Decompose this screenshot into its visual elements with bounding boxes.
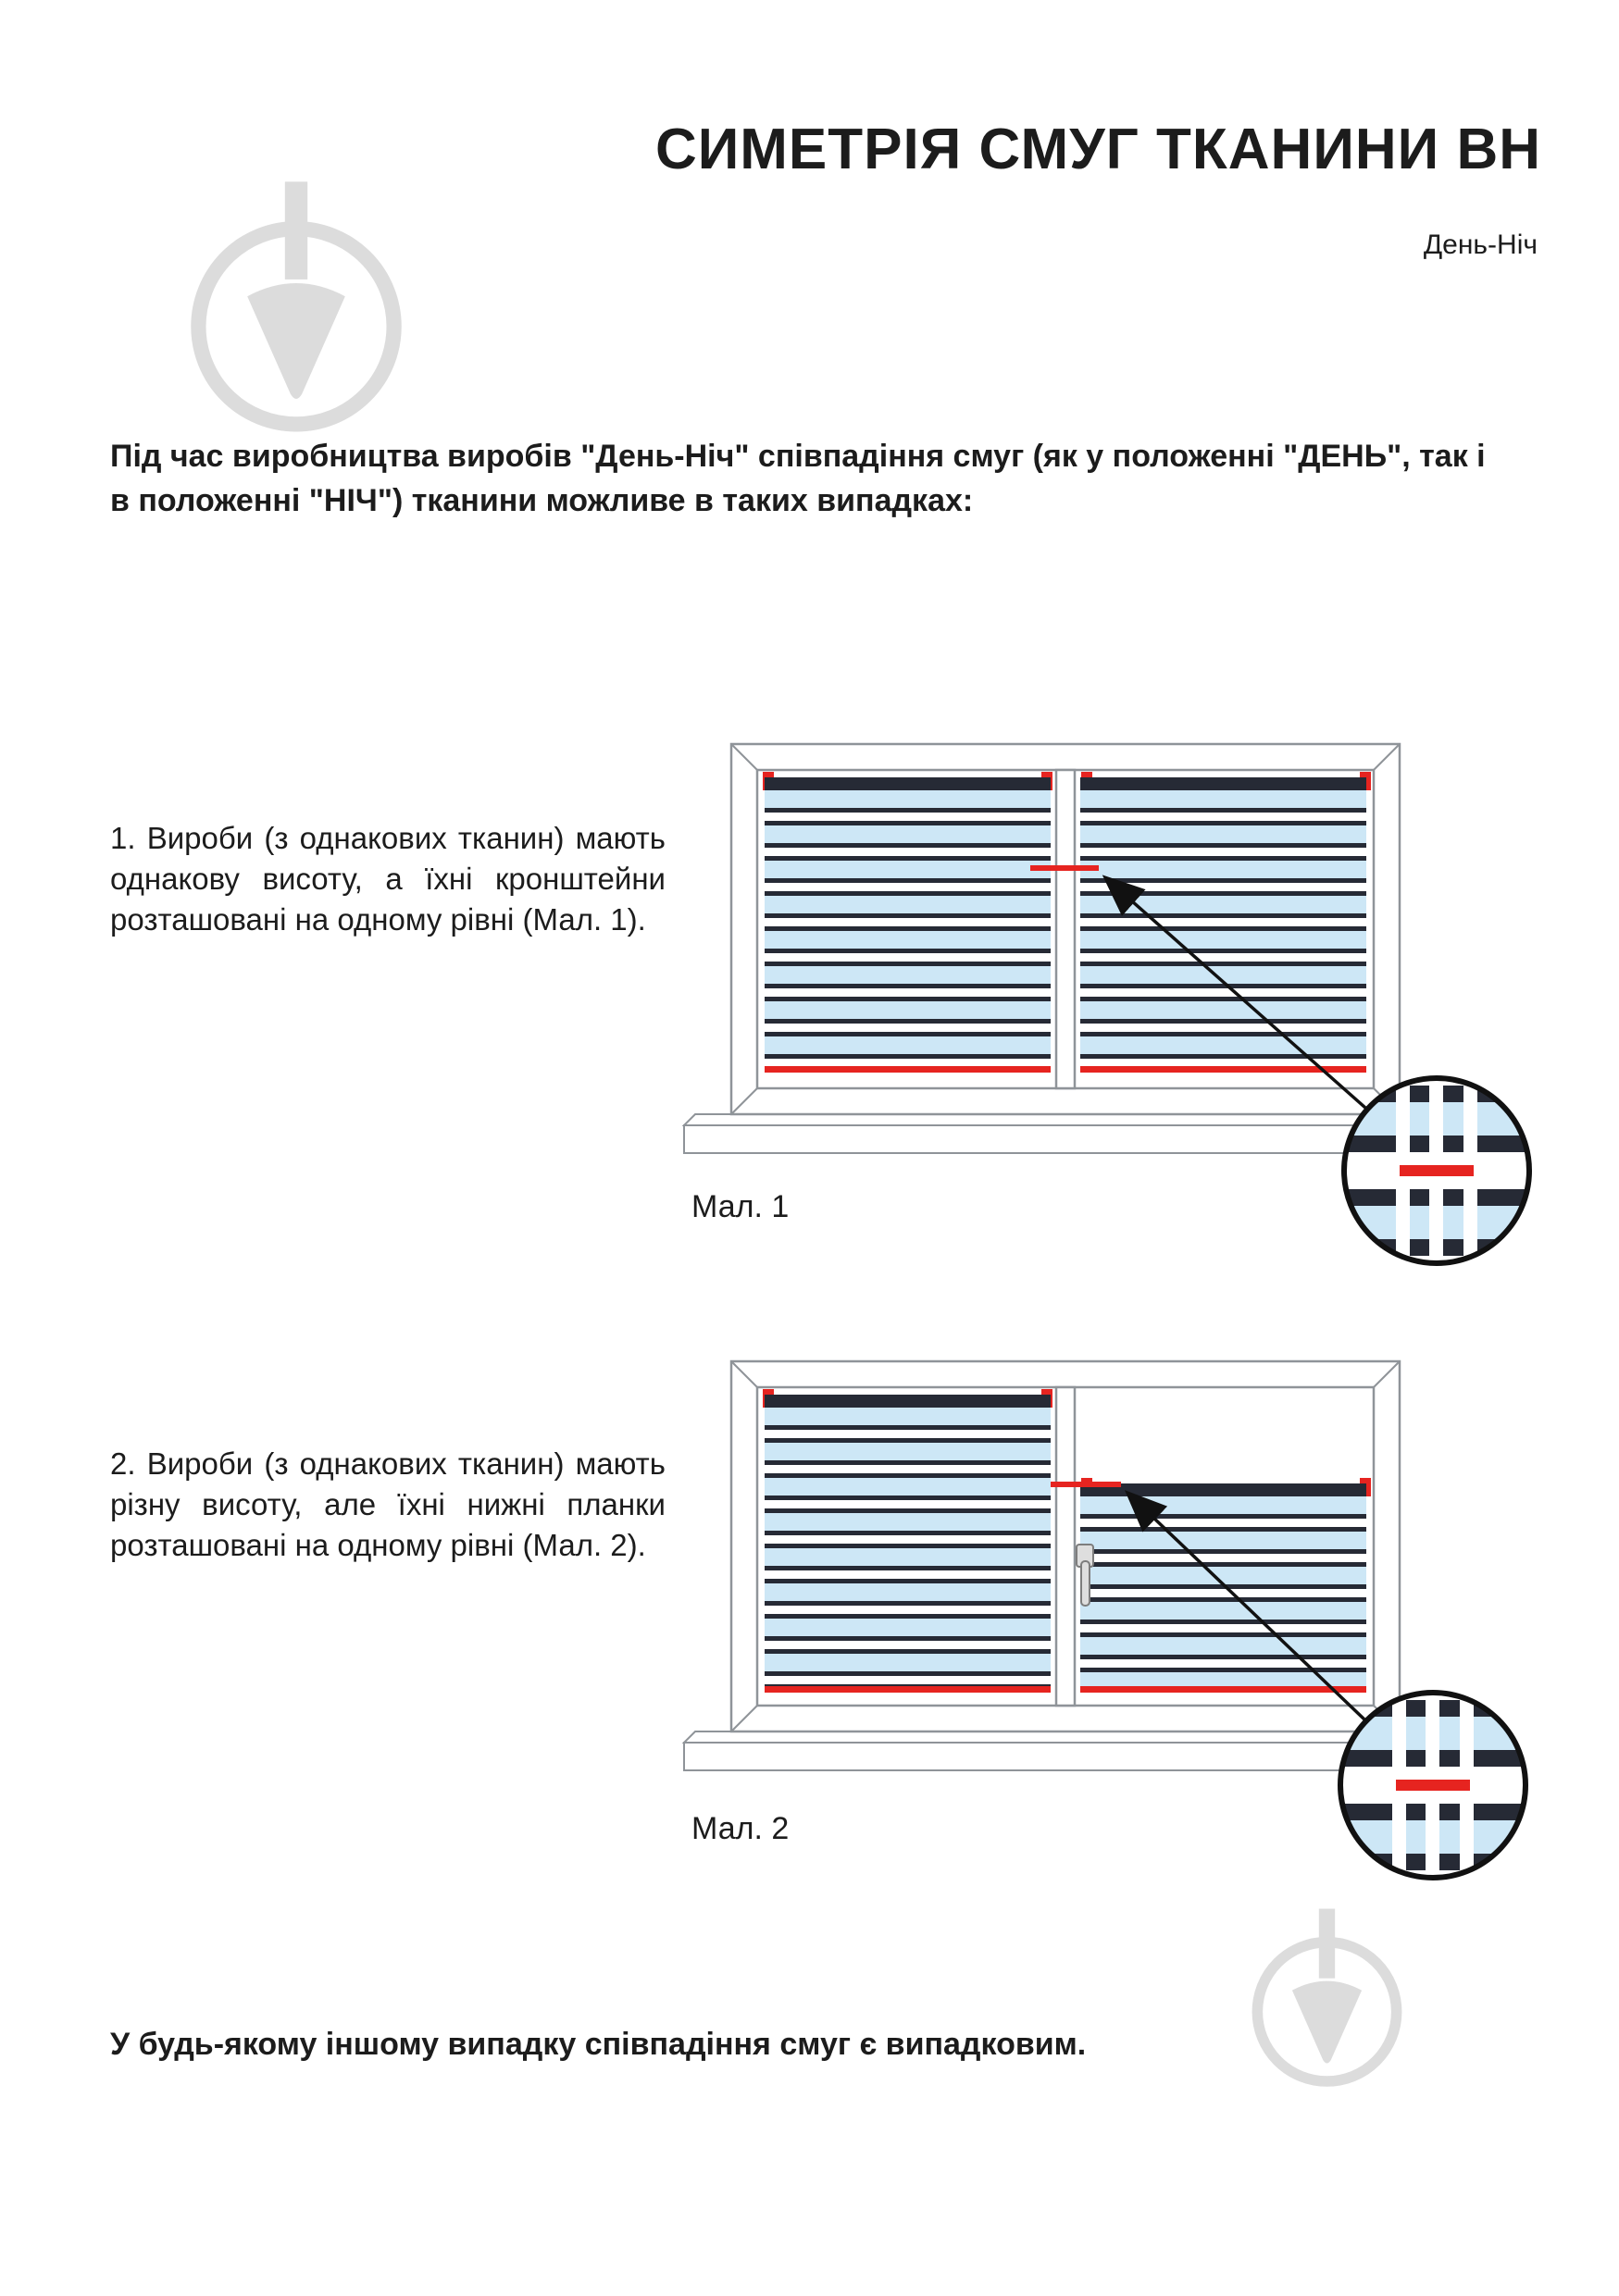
footer-note: У будь-якому іншому випадку співпадіння смуг є випадковим.	[110, 2027, 1087, 2062]
right-blind	[1080, 772, 1371, 1073]
figure-1-caption: Мал. 1	[691, 1189, 790, 1224]
figure-2-window-diagram	[666, 1348, 1555, 1904]
bottom-bar	[1080, 1686, 1366, 1693]
left-blind	[763, 772, 1052, 1073]
left-blind	[763, 1389, 1052, 1693]
magnifier-detail	[1339, 1691, 1527, 1880]
page-subtitle: День-Ніч	[1423, 230, 1538, 260]
figure-1-window-diagram	[666, 731, 1555, 1286]
watermark-logo-icon	[176, 176, 417, 449]
page-title: СИМЕТРІЯ СМУГ ТКАНИНИ ВН	[654, 118, 1541, 181]
magnifier-detail	[1342, 1076, 1531, 1265]
intro-paragraph: Під час виробництва виробів "День-Ніч" співпадіння смуг (як у положенні "ДЕНЬ", так і в положенні "НІЧ") тканини можливе в таких випадках:	[110, 439, 1486, 518]
watermark-logo-icon	[1241, 1905, 1413, 2099]
stripe-alignment-mark	[1030, 865, 1099, 871]
case-1-text: 1. Вироби (з однакових тканин) мають однакову висоту, а їхні кронштейни розташовані на одному рівні (Мал. 1).	[110, 821, 666, 937]
bottom-bar	[765, 1066, 1051, 1073]
stripe-alignment-mark	[1051, 1482, 1121, 1487]
figure-2-caption: Мал. 2	[691, 1811, 790, 1846]
bottom-bar	[765, 1686, 1051, 1693]
case-2-text: 2. Вироби (з однакових тканин) мають різну висоту, але їхні нижні планки розташовані на одному рівні (Мал. 2).	[110, 1446, 666, 1562]
